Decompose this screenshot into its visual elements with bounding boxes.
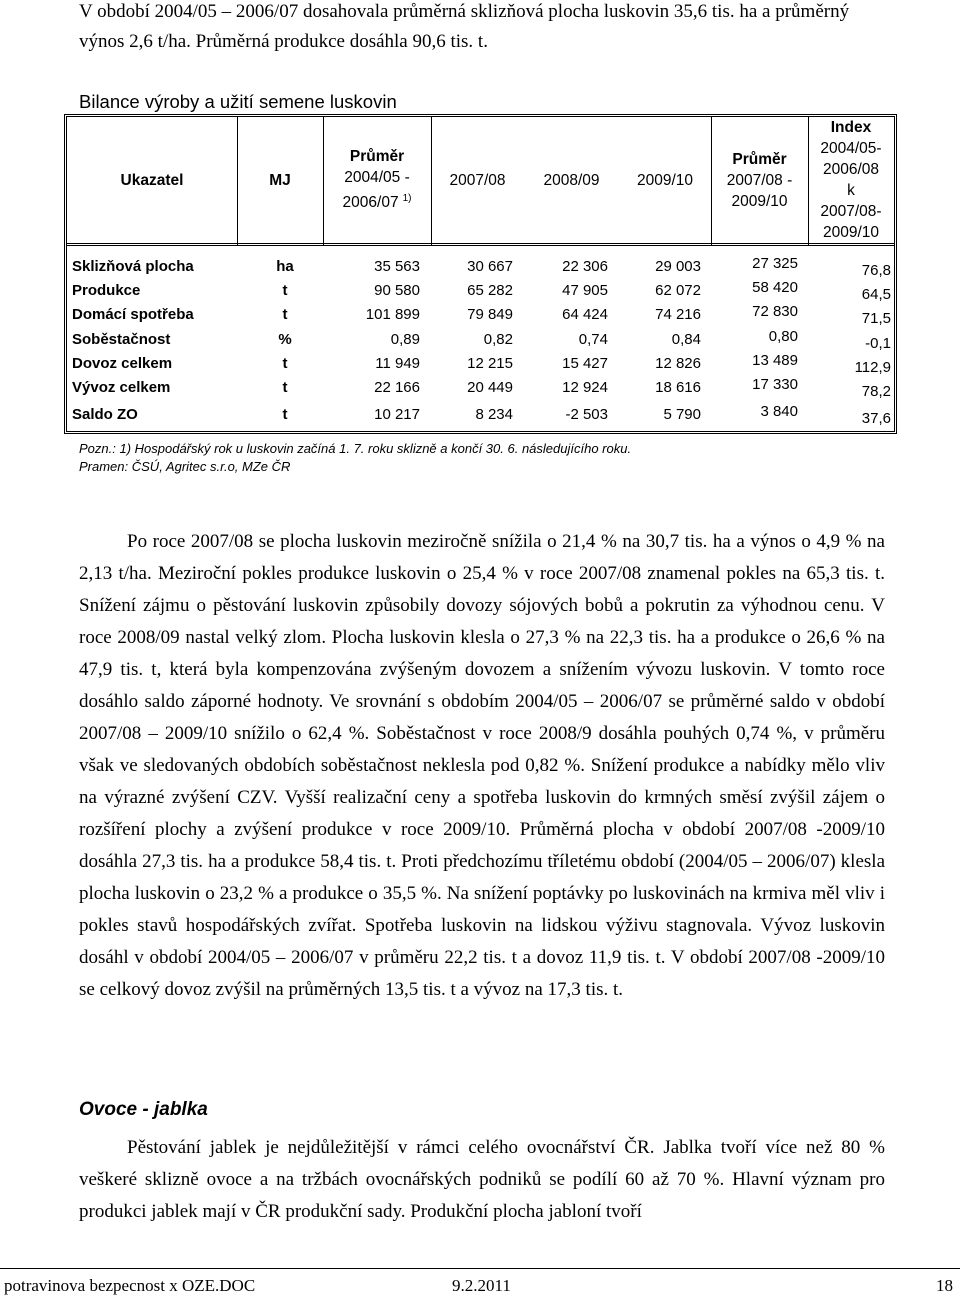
row-label: Dovoz celkem <box>72 355 173 372</box>
row-unit: t <box>282 355 288 372</box>
row-value: 12 826 <box>655 355 701 372</box>
row-label: Soběstačnost <box>72 331 171 348</box>
row-value: 22 306 <box>562 258 608 275</box>
header-separator <box>67 243 894 246</box>
row-unit: ha <box>276 258 294 275</box>
table-row <box>67 376 894 400</box>
table-row <box>67 403 894 427</box>
row-label: Domácí spotřeba <box>72 306 194 323</box>
intro-text: V období 2004/05 – 2006/07 dosahovala průměrná sklizňová plocha luskovin 35,6 tis. ha a průměrný výnos 2,6 t/ha. Průměrná produkce dosáhla 90,6 tis. t. <box>79 1 850 52</box>
analysis-text: Po roce 2007/08 se plocha luskovin meziročně snížila o 21,4 % na 30,7 tis. ha a výnos o 4,9 % na 2,13 t/ha. Meziroční pokles produkce luskovin o 25,4 % v roce 2007/08 znamenal pokles na 65,3 tis. t. Snížení zájmu o pěstování luskovin způsobily dovozy sójových bobů a pokrutin za výhodnou cenu. V roce 2008/09 nastal velký zlom. Plocha luskovin klesla o 27,3 % na 22,3 tis. ha a produkce o 26,6 % na 47,9 tis. t, která byla kompenzována zvýšeným dovozem a snížením vývozu luskovin. V tomto roce dosáhlo saldo záporné hodnoty. Ve srovnání s obdobím 2004/05 – 2006/07 se průměrné saldo v období 2007/08 – 2009/10 snížilo o 62,4 %. Soběstačnost v roce 2008/9 dosáhla pouhých 0,74 %, v průměru však ve sledovaných obdobích soběstačnost neklesla pod 0,82 %. Snížení produkce a nabídky mělo vliv na výrazné zvýšení CZV. Vyšší realizační ceny a spotřeba luskovin do krmných směsí zvýšil zájem o rozšíření plochy a zvýšení produkce v roce 2009/10. Průměrná plocha v období 2007/08 -2009/10 dosáhla 27,3 tis. ha a produkce 58,4 tis. t. Proti předchozímu tříletému období (2004/05 – 2006/07) klesla plocha luskovin o 23,2 % a produkce o 35,5 %. Na snížení poptávky po luskovinách na krmiva měl vliv i pokles stavů hospodářských zvířat. Spotřeba luskovin na lidskou výživu stagnovala. Vývoz luskovin dosáhl v období 2004/05 – 2006/07 v průměru 22,2 tis. t a dovoz 11,9 tis. t. V období 2007/08 -2009/10 se celkový dovoz zvýšil na průměrných 13,5 tis. t a vývoz na 17,3 tis. t. <box>79 531 885 1000</box>
row-value: 22 166 <box>374 379 420 396</box>
row-value: 20 449 <box>467 379 513 396</box>
intro-paragraph <box>79 0 889 57</box>
row-value: 78,2 <box>861 383 891 400</box>
row-value: 13 489 <box>752 352 798 369</box>
row-value: 72 830 <box>752 303 798 320</box>
row-value: 0,82 <box>483 331 513 348</box>
row-unit: t <box>282 306 288 323</box>
row-value: 12 924 <box>562 379 608 396</box>
row-value: 30 667 <box>467 258 513 275</box>
row-unit: % <box>278 331 292 348</box>
row-value: -2 503 <box>565 406 608 423</box>
row-value: 0,89 <box>390 331 420 348</box>
row-value: 65 282 <box>467 282 513 299</box>
row-label: Vývoz celkem <box>72 379 171 396</box>
footer-date: 9.2.2011 <box>452 1276 511 1295</box>
section-heading: Ovoce - jablka <box>79 1099 208 1120</box>
row-value: 47 905 <box>562 282 608 299</box>
table-footnote: Pozn.: 1) Hospodářský rok u luskovin začíná 1. 7. roku sklizně a končí 30. 6. následujícího roku. <box>79 441 632 456</box>
row-value: 8 234 <box>475 406 513 423</box>
row-label: Sklizňová plocha <box>72 258 194 275</box>
row-value: 35 563 <box>374 258 420 275</box>
table-notes <box>79 440 631 476</box>
header-index: Index 2004/05- 2006/08 k 2007/08- 2009/10 <box>820 119 882 241</box>
header-2008-09: 2008/09 <box>543 171 600 189</box>
footer-divider <box>0 1268 960 1269</box>
row-unit: t <box>282 379 288 396</box>
row-value: 101 899 <box>365 306 420 323</box>
row-value: 37,6 <box>861 410 891 427</box>
row-label: Saldo ZO <box>72 406 138 423</box>
row-value: 15 427 <box>562 355 608 372</box>
row-value: 17 330 <box>752 376 798 393</box>
footer-filename: potravinova bezpecnost x OZE.DOC <box>4 1276 256 1295</box>
data-table <box>64 114 897 434</box>
row-value: 0,74 <box>578 331 608 348</box>
row-value: 90 580 <box>374 282 420 299</box>
apples-text: Pěstování jablek je nejdůležitější v rámci celého ovocnářství ČR. Jablka tvoří více než 80 % veškeré sklizně ovoce a na tržbách ovocnářských podniků se podílí 60 až 70 %. Hlavní význam pro produkci jablek mají v ČR produkční sady. Produkční plocha jabloní tvoří <box>79 1137 885 1222</box>
header-avg-2004-2007: Průměr 2004/05 - 2006/07 $^{1)}$ <box>342 148 412 212</box>
row-label: Produkce <box>72 282 141 299</box>
row-value: 29 003 <box>655 258 701 275</box>
row-value: 0,84 <box>671 331 701 348</box>
row-value: 12 215 <box>467 355 513 372</box>
row-unit: t <box>282 406 288 423</box>
row-value: 3 840 <box>760 403 798 420</box>
header-avg-2007-2010: Průměr 2007/08 - 2009/10 <box>726 150 793 210</box>
row-unit: t <box>282 282 288 299</box>
row-value: 0,80 <box>768 328 798 345</box>
table-source: Pramen: ČSÚ, Agritec s.r.o, MZe ČR <box>79 459 291 474</box>
row-value: -0,1 <box>865 335 891 352</box>
analysis-paragraph <box>79 526 885 1006</box>
row-value: 58 420 <box>752 279 798 296</box>
row-value: 74 216 <box>655 306 701 323</box>
apples-paragraph <box>79 1132 885 1228</box>
header-2009-10: 2009/10 <box>636 171 694 189</box>
row-value: 18 616 <box>655 379 701 396</box>
table-row <box>67 303 894 327</box>
footer-page-number: 18 <box>936 1276 953 1295</box>
row-value: 10 217 <box>374 406 420 423</box>
row-value: 64 424 <box>562 306 608 323</box>
row-value: 5 790 <box>663 406 701 423</box>
row-value: 79 849 <box>467 306 513 323</box>
header-2007-08: 2007/08 <box>449 171 506 189</box>
header-ukazatel: Ukazatel <box>120 171 184 189</box>
row-value: 112,9 <box>854 359 891 376</box>
header-mj: MJ <box>269 171 291 189</box>
row-value: 11 949 <box>375 355 420 372</box>
row-value: 76,8 <box>861 262 891 279</box>
footnote-marker: 1) <box>402 193 412 205</box>
row-value: 71,5 <box>861 310 891 327</box>
row-value: 27 325 <box>752 255 798 272</box>
row-value: 64,5 <box>861 286 891 303</box>
row-value: 62 072 <box>655 282 701 299</box>
table-title: Bilance výroby a užití semene luskovin <box>79 91 397 112</box>
